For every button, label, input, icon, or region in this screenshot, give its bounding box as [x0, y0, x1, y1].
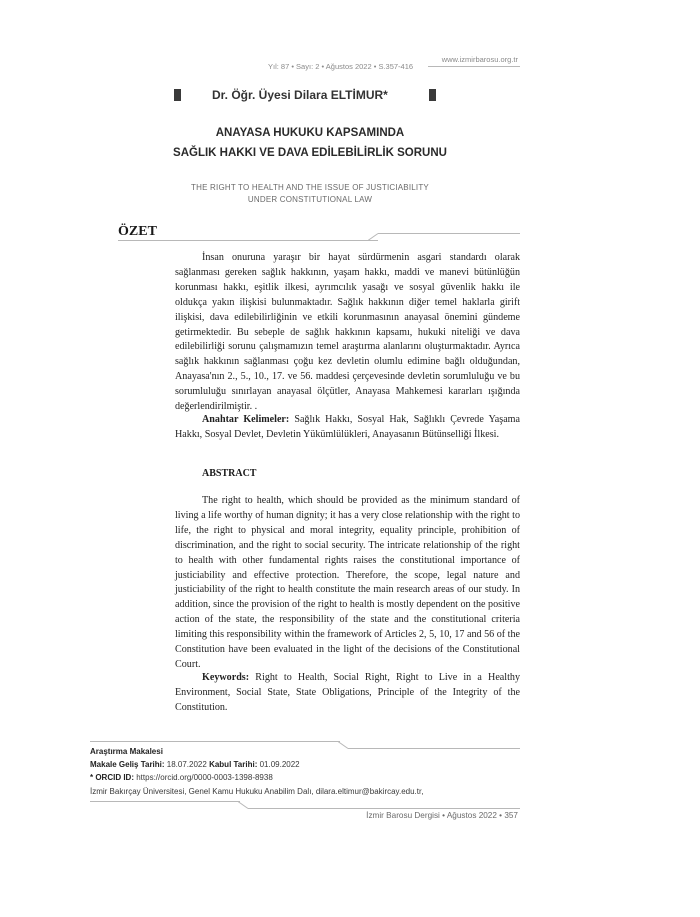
- subtitle-line-1: THE RIGHT TO HEALTH AND THE ISSUE OF JUSTICIABILITY: [191, 183, 429, 192]
- footer-rule-left: [90, 741, 340, 742]
- footnote-block: [90, 745, 423, 798]
- article-subtitle: [150, 182, 470, 206]
- author-mark-right: [429, 89, 436, 101]
- abstract-paragraph: The right to health, which should be provided as the minimum standard of living a life worthy of human dignity; it has a very close relationship with the right to life, the right to physical and moral integrity, equality principle, prohibition of discrimination, and the right to social security. The intricate relationship of the right to health with other fundamental rights raises the constitutional importance of justiciability and effective protection. Therefore, the scope, legal nature and justiciability of the right to health constitute the main research areas of our study. In addition, since the provision of the right to health is mostly dependent on the positive action of the state, the responsibility of the state and the constitutional criteria limiting this responsibility within the framework of Articles 2, 5, 10, 17 and 56 of the Constitution have been evaluated in the light of the decisions of the Constitutional Court.: [175, 495, 520, 670]
- page-footer: İzmir Barosu Dergisi • Ağustos 2022 • 357: [366, 811, 518, 820]
- page-footer-rule-right: [248, 808, 520, 809]
- ozet-paragraph: İnsan onuruna yaraşır bir hayat sürdürmenin asgari standardı olarak sağlanması gereken sağlık hakkının, yaşam hakkı, maddi ve manevi bütünlüğün korunması hakkı, eşitlik ilkesi, ayrımcılık yasağı ve sosyal güvenlik hakkı ile oldukça yakın ilişkisi bulunmaktadır. Sağlık hakkının diğer temel haklarla girift ilişkisi, dava edilebilirliğinin ve etkili korunmasının anayasal önemini gündeme getirmektedir. Bu sebeple de sağlık hakkının kapsamı, hukuki niteliği ve dava edilebilirliği sorunu çalışmamızın temel araştırma alanlarını oluşturmaktadır. Ayrıca sağlık hakkının sağlanması çoğu kez devletin olumlu edimine bağlı olduğundan, Anayasa'nın 2., 5., 10., 17. ve 56. maddesi çerçevesinde devletin sorumluluğu ve bu sorumluluğu sınırlayan anayasal ölçütler, Anayasa Mahkemesi kararları ışığında değerlendirilmiştir. .: [175, 252, 520, 413]
- keywords-tr: [175, 413, 520, 443]
- author-mark-left: [174, 89, 181, 101]
- header-rule-right: [428, 66, 520, 67]
- abstract-heading: ABSTRACT: [202, 468, 257, 479]
- keywords-tr-text: Sağlık Hakkı, Sosyal Hak, Sağlıklı Çevrede Yaşama Hakkı, Sosyal Devlet, Devletin Yükümlülükleri, Anayasanın Bütünselliği İlkesi.: [175, 414, 521, 440]
- article-title: [110, 123, 510, 163]
- keywords-en-label: Keywords:: [202, 672, 250, 683]
- dates-line: Makale Geliş Tarihi: 18.07.2022 Kabul Tarihi: 01.09.2022: [90, 760, 300, 770]
- orcid-link[interactable]: https://orcid.org/0000-0003-1398-8938: [136, 773, 273, 783]
- ozet-rule-under: [118, 240, 378, 241]
- ozet-rule-joint: [368, 232, 382, 242]
- keywords-tr-label: Anahtar Kelimeler:: [202, 414, 290, 425]
- page-footer-rule-left: [90, 801, 240, 802]
- orcid-line: * ORCID ID: https://orcid.org/0000-0003-1398-8938: [90, 773, 273, 783]
- keywords-en-text: Right to Health, Social Right, Right to Live in a Healthy Environment, Social State, State Obligations, Principle of the Integrity of the Constitution.: [175, 672, 520, 713]
- ozet-rule-upper: [378, 233, 520, 234]
- ozet-heading: ÖZET: [118, 224, 157, 239]
- article-type: Araştırma Makalesi: [90, 747, 163, 756]
- journal-url: www.izmirbarosu.org.tr: [441, 55, 518, 64]
- affiliation-line: İzmir Bakırçay Üniversitesi, Genel Kamu Hukuku Anabilim Dalı, dilara.eltimur@bakircay.edu.tr,: [90, 786, 424, 796]
- title-line-1: ANAYASA HUKUKU KAPSAMINDA: [215, 127, 405, 139]
- issue-line: Yıl: 87 • Sayı: 2 • Ağustos 2022 • S.357-416: [268, 62, 414, 71]
- author-name: Dr. Öğr. Üyesi Dilara ELTİMUR*: [212, 88, 388, 102]
- subtitle-line-2: UNDER CONSTITUTIONAL LAW: [247, 195, 373, 204]
- title-line-2: SAĞLIK HAKKI VE DAVA EDİLEBİLİRLİK SORUNU: [173, 147, 447, 159]
- keywords-en: [175, 671, 520, 716]
